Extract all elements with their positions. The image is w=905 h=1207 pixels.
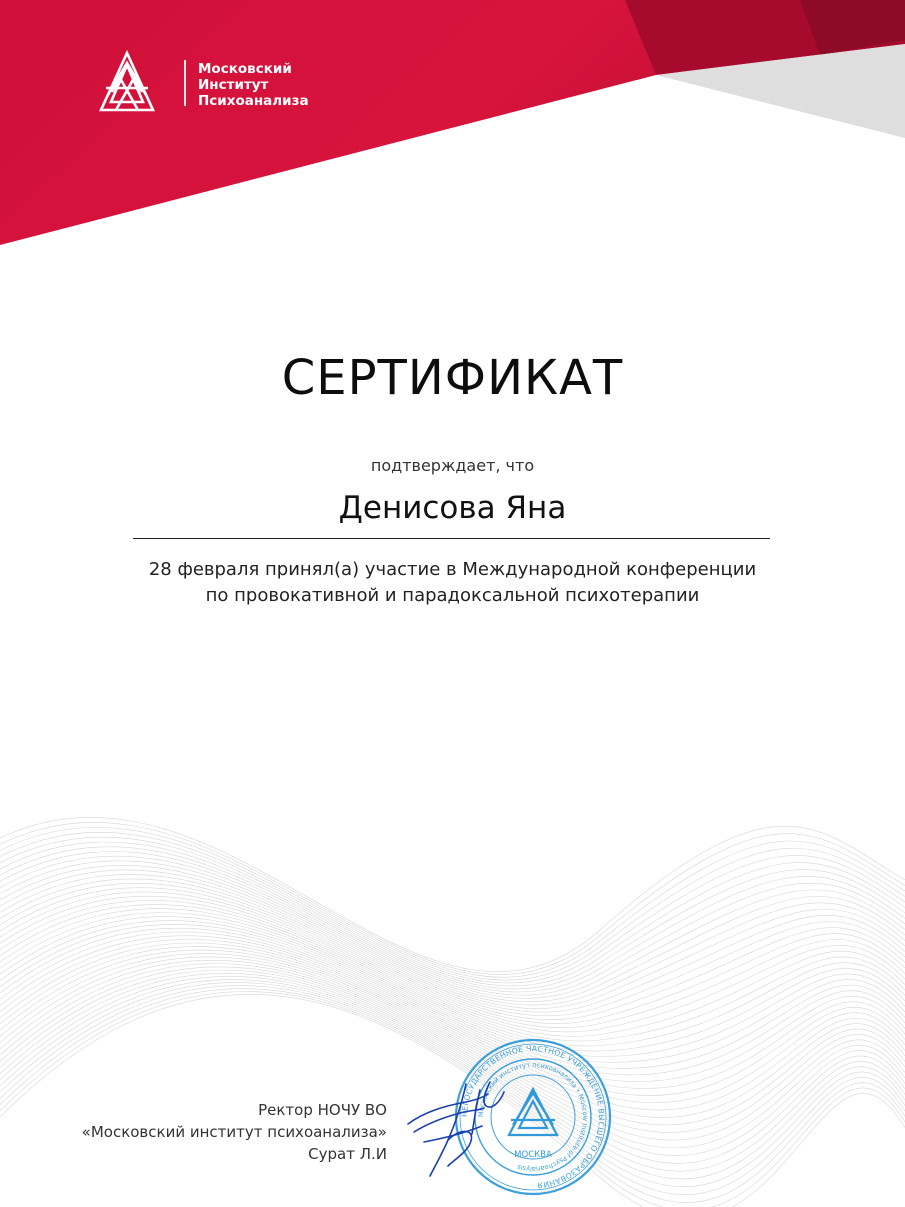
body-line-1: 28 февраля принял(а) участие в Международной конференции	[148, 559, 757, 580]
svg-text:НЕГОСУДАРСТВЕННОЕ ЧАСТНОЕ УЧРЕ: НЕГОСУДАРСТВЕННОЕ ЧАСТНОЕ УЧРЕЖДЕНИЕ ВЫСШЕГО ОБРАЗОВАНИЯ	[459, 1043, 607, 1190]
wave-line	[0, 879, 905, 1012]
signer-organization: «Московский институт психоанализа»	[81, 1123, 387, 1141]
logo-line-3: Психоанализа	[198, 93, 309, 109]
wave-line	[0, 827, 905, 977]
body-line-2: по провокативной и парадоксальной психотерапии	[205, 585, 700, 606]
wave-line	[0, 913, 905, 1046]
logo-wordmark	[198, 61, 309, 109]
wave-line	[0, 817, 905, 971]
wave-line	[0, 900, 905, 1032]
certificate-title: СЕРТИФИКАТ	[281, 350, 624, 406]
wave-line	[0, 870, 905, 1005]
signer-block	[82, 1099, 387, 1165]
wave-line	[0, 837, 905, 983]
confirms-text: подтверждает, что	[370, 456, 535, 475]
wave-line	[0, 822, 905, 974]
institute-logo-icon	[98, 50, 156, 114]
recipient-name: Денисова Яна	[338, 490, 567, 526]
wave-line	[0, 865, 905, 1001]
signer-position: Ректор НОЧУ ВО	[258, 1101, 387, 1119]
wave-line	[0, 904, 905, 1036]
certificate-body	[0, 557, 905, 609]
logo-line-1: Московский	[198, 61, 292, 77]
svg-text:Московский институт психоанали: Московский институт психоанализа • Moscow Institute of Psychoanalysis	[476, 1060, 590, 1174]
signer-name: Сурат Л.И	[308, 1145, 387, 1163]
name-underline	[133, 538, 770, 539]
wave-line	[0, 883, 905, 1016]
logo-divider	[184, 60, 186, 106]
stamp-city: МОСКВА	[514, 1150, 552, 1160]
logo-line-2: Институт	[198, 77, 269, 93]
wave-line	[0, 861, 905, 999]
handwritten-signature	[404, 1072, 554, 1182]
